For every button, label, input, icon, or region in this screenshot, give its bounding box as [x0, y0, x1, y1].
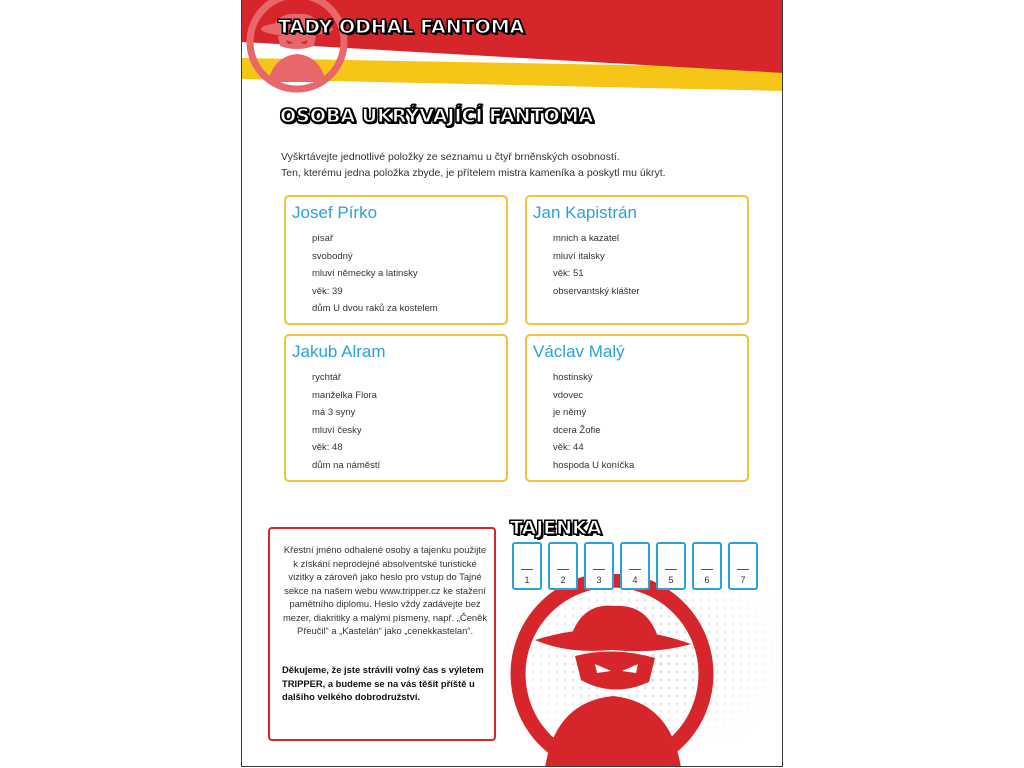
info-box — [268, 527, 496, 741]
header-title: TADY ODHAL FANTOMA — [278, 16, 525, 38]
letter-box[interactable] — [512, 542, 542, 590]
person-name: Josef Pírko — [292, 203, 378, 222]
letter-line — [521, 569, 533, 570]
letter-line — [557, 569, 569, 570]
box-number: 2 — [560, 575, 566, 585]
list-item: písař — [312, 233, 334, 244]
list-item: mluví česky — [312, 424, 362, 436]
info-text: Křestní jméno odhalené osoby a tajenku použijte k získání neprodejné absolventské turistické vizitky a zároveň jako heslo pro vstup do Tajné sekce na našem webu www.tripper.cz ke stažení pamětního diplomu. Heslo vždy zadávejte bez mezer, diakritiky a malými písmeny, např. „Čeněk Přeučil“ a „Kastelán“ jako „cenekkastelan“. — [282, 544, 488, 636]
letter-box[interactable] — [692, 542, 722, 590]
box-number: 1 — [524, 575, 530, 585]
list-item: věk: 51 — [553, 268, 584, 280]
person-name: Václav Malý — [533, 342, 625, 361]
person-card — [525, 195, 749, 325]
header-banner — [242, 0, 783, 95]
list-item: vdovec — [553, 389, 584, 401]
intro-text — [281, 149, 751, 181]
fantom-emblem-icon — [497, 574, 727, 767]
person-card — [525, 334, 749, 482]
box-number: 4 — [632, 575, 638, 585]
list-item: věk: 44 — [553, 442, 584, 454]
person-items — [312, 230, 438, 318]
list-item: rychtář — [312, 372, 342, 383]
person-card — [284, 334, 508, 482]
letter-box[interactable] — [656, 542, 686, 590]
list-item: mnich a kazatel — [553, 233, 620, 244]
list-item: dcera Žofie — [553, 424, 601, 436]
box-number: 5 — [668, 575, 674, 585]
letter-line — [629, 569, 641, 570]
letter-box[interactable] — [548, 542, 578, 590]
letter-line — [665, 569, 677, 570]
letter-box[interactable] — [584, 542, 614, 590]
letter-line — [593, 569, 605, 570]
section-title: OSOBA UKRÝVAJÍCÍ FANTOMA — [280, 105, 594, 127]
list-item: dům na náměstí — [312, 459, 381, 471]
letter-box[interactable] — [620, 542, 650, 590]
letter-line — [701, 569, 713, 570]
thanks-text: Děkujeme, že jste strávili volný čas s výletem TRIPPER, a budeme se na vás těšit příště u dalšího velkého dobrodružství. — [282, 664, 484, 702]
list-item: manželka Flora — [312, 389, 377, 401]
list-item: svobodný — [312, 250, 353, 262]
list-item: má 3 syny — [312, 407, 356, 419]
page-sheet — [241, 0, 783, 767]
fantom-icon — [242, 0, 357, 100]
list-item: je němý — [553, 407, 587, 419]
list-item: věk: 48 — [312, 442, 343, 454]
list-item: dům U dvou raků za kostelem — [312, 303, 438, 315]
intro-line: Vyškrtávejte jednotlivé položky ze seznamu u čtyř brněnských osobností. — [281, 151, 620, 163]
letter-line — [737, 569, 749, 570]
person-items — [312, 369, 380, 475]
person-items — [553, 230, 640, 300]
box-number: 6 — [704, 575, 710, 585]
person-card — [284, 195, 508, 325]
tajenka-title: TAJENKA — [510, 517, 602, 539]
box-number: 7 — [740, 575, 746, 585]
list-item: mluví německy a latinsky — [312, 268, 418, 280]
list-item: hospoda U koníčka — [553, 459, 635, 471]
box-number: 3 — [596, 575, 602, 585]
list-item: observantský klášter — [553, 285, 640, 297]
person-name: Jan Kapistrán — [533, 203, 637, 222]
person-name: Jakub Alram — [292, 342, 386, 361]
list-item: mluví italsky — [553, 250, 605, 262]
list-item: hostinský — [553, 372, 593, 383]
letter-box[interactable] — [728, 542, 758, 590]
intro-line: Ten, kterému jedna položka zbyde, je přítelem mistra kameníka a poskytl mu úkryt. — [281, 167, 666, 179]
person-items — [553, 369, 634, 475]
list-item: věk: 39 — [312, 285, 343, 297]
